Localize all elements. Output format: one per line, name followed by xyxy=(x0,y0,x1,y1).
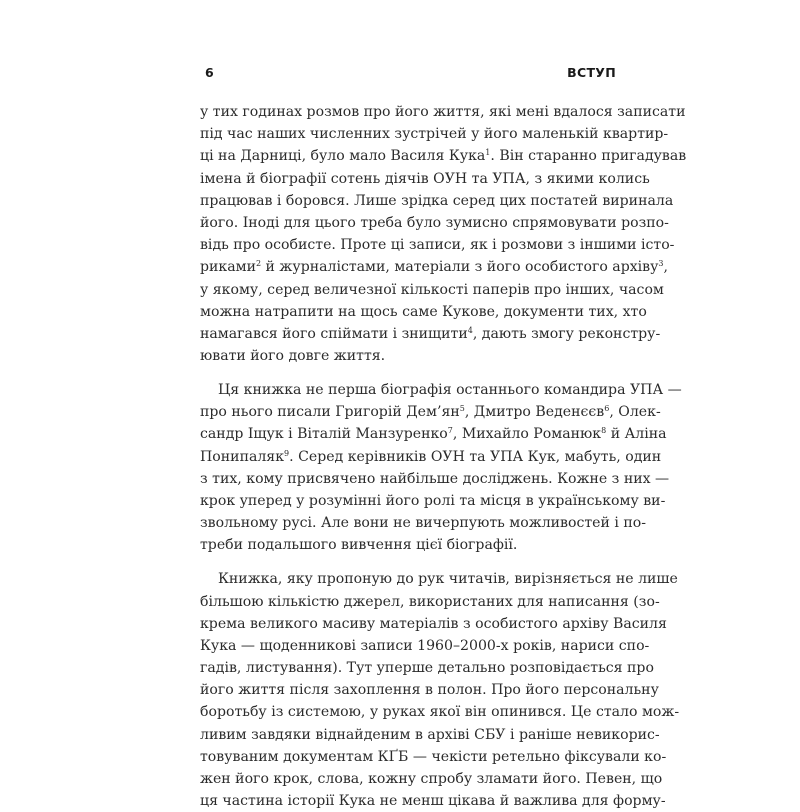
text-line: працював і боровся. Лише зрідка серед цих постатей виринала xyxy=(200,192,674,209)
text-line: Кука — щоденникові записи 1960–2000-х років, нариси спо- xyxy=(200,637,650,654)
text-line: звольному русі. Але вони не вичерпують можливостей і по- xyxy=(200,515,646,532)
text-line: ювати його довге життя. xyxy=(200,348,386,365)
text-line: у якому, серед величезної кількості паперів про інших, часом xyxy=(200,281,664,298)
paragraph-gap xyxy=(200,367,618,379)
text-line: жен його крок, слова, кожну спробу зламати його. Певен, що xyxy=(200,771,663,788)
footnote-ref[interactable]: 5 xyxy=(459,404,465,414)
text-line: треби подальшого вивчення цієї біографії. xyxy=(200,537,518,554)
text-line: про нього писали Григорій $Дем’ян^5$, Дмитро Веденєєв$^6$, Олек- xyxy=(200,404,661,421)
footnote-ref[interactable]: 9 xyxy=(284,448,290,458)
text-line: крок уперед у розумінні його ролі та місця в українському ви- xyxy=(200,492,666,509)
text-line: у тих годинах розмов про його життя, які мені вдалося записати xyxy=(200,104,686,120)
text-line: ця частина історії Кука не менш цікава й важлива для форму- xyxy=(200,793,666,810)
text-line: з тих, кому присвячено найбільше досліджень. Кожне з них — xyxy=(200,470,670,487)
text-line: можна натрапити на щось саме Кукове, документи тих, хто xyxy=(200,303,647,320)
footnote-ref[interactable]: 3 xyxy=(658,259,664,269)
paragraph xyxy=(200,379,682,557)
text-line: імена й біографії сотень діячів ОУН та УПА, з якими колись xyxy=(200,170,650,187)
text-line: Ця книжка не перша біографія останнього командира УПА — xyxy=(218,382,682,399)
paragraph xyxy=(200,101,687,367)
section-title: ВСТУП xyxy=(567,65,616,80)
text-line: під час наших численних зустрічей у його маленькій квартир- xyxy=(200,126,669,143)
footnote-ref[interactable]: 8 xyxy=(601,426,607,436)
text-line: риками$^2$ й журналістами, матеріали з його особистого архіву$^3$, xyxy=(200,259,668,276)
text-line: його життя після захоплення в полон. Про його персональну xyxy=(200,682,659,699)
text-line: боротьбу із системою, у руках якої він опинився. Це стало мож- xyxy=(200,704,680,721)
footnote-ref[interactable]: 6 xyxy=(604,404,610,414)
footnote-ref[interactable]: 2 xyxy=(255,259,262,269)
text-line: крема великого масиву матеріалів з особистого архіву Василя xyxy=(200,615,667,632)
footnote-ref[interactable]: 7 xyxy=(447,426,453,436)
page-number: 6 xyxy=(205,65,214,80)
text-line: Понипаляк$^9$. Серед керівників ОУН та УПА Кук, мабуть, один xyxy=(200,448,662,465)
text-line: товуваним документам КҐБ — чекісти ретельно фіксували ко- xyxy=(200,748,667,765)
text-line: сандр Іщук і Віталій Манзуренко$^7$, Михайло Романюк$^8$ й Аліна xyxy=(200,426,667,443)
footnote-ref[interactable]: 1 xyxy=(485,148,491,158)
text-line: відь про особисте. Проте ці записи, як і розмови з іншими істо- xyxy=(200,237,675,254)
paragraph-gap xyxy=(200,557,618,569)
text-line: його. Іноді для цього треба було зумисно спрямовувати розпо- xyxy=(200,214,669,231)
footnote-ref[interactable]: 4 xyxy=(467,325,473,335)
text-line: ці на Дарниці, було мало Василя Кука$^1$. Він старанно пригадував xyxy=(200,148,687,165)
paragraph xyxy=(200,568,680,812)
text-line: ливим завдяки віднайденим в архіві СБУ і раніше невикорис- xyxy=(200,726,660,743)
body-text xyxy=(200,101,687,812)
text-line: більшою кількістю джерел, використаних для написання (зо- xyxy=(200,593,660,610)
text-line: намагався його спіймати і знищити$^4$, дають змогу реконстру- xyxy=(200,325,661,342)
text-line: Книжка, яку пропоную до рук читачів, вирізняється не лише xyxy=(218,571,678,588)
running-head xyxy=(205,64,616,82)
text-line: гадів, листування). Тут уперше детально розповідається про xyxy=(200,660,654,677)
